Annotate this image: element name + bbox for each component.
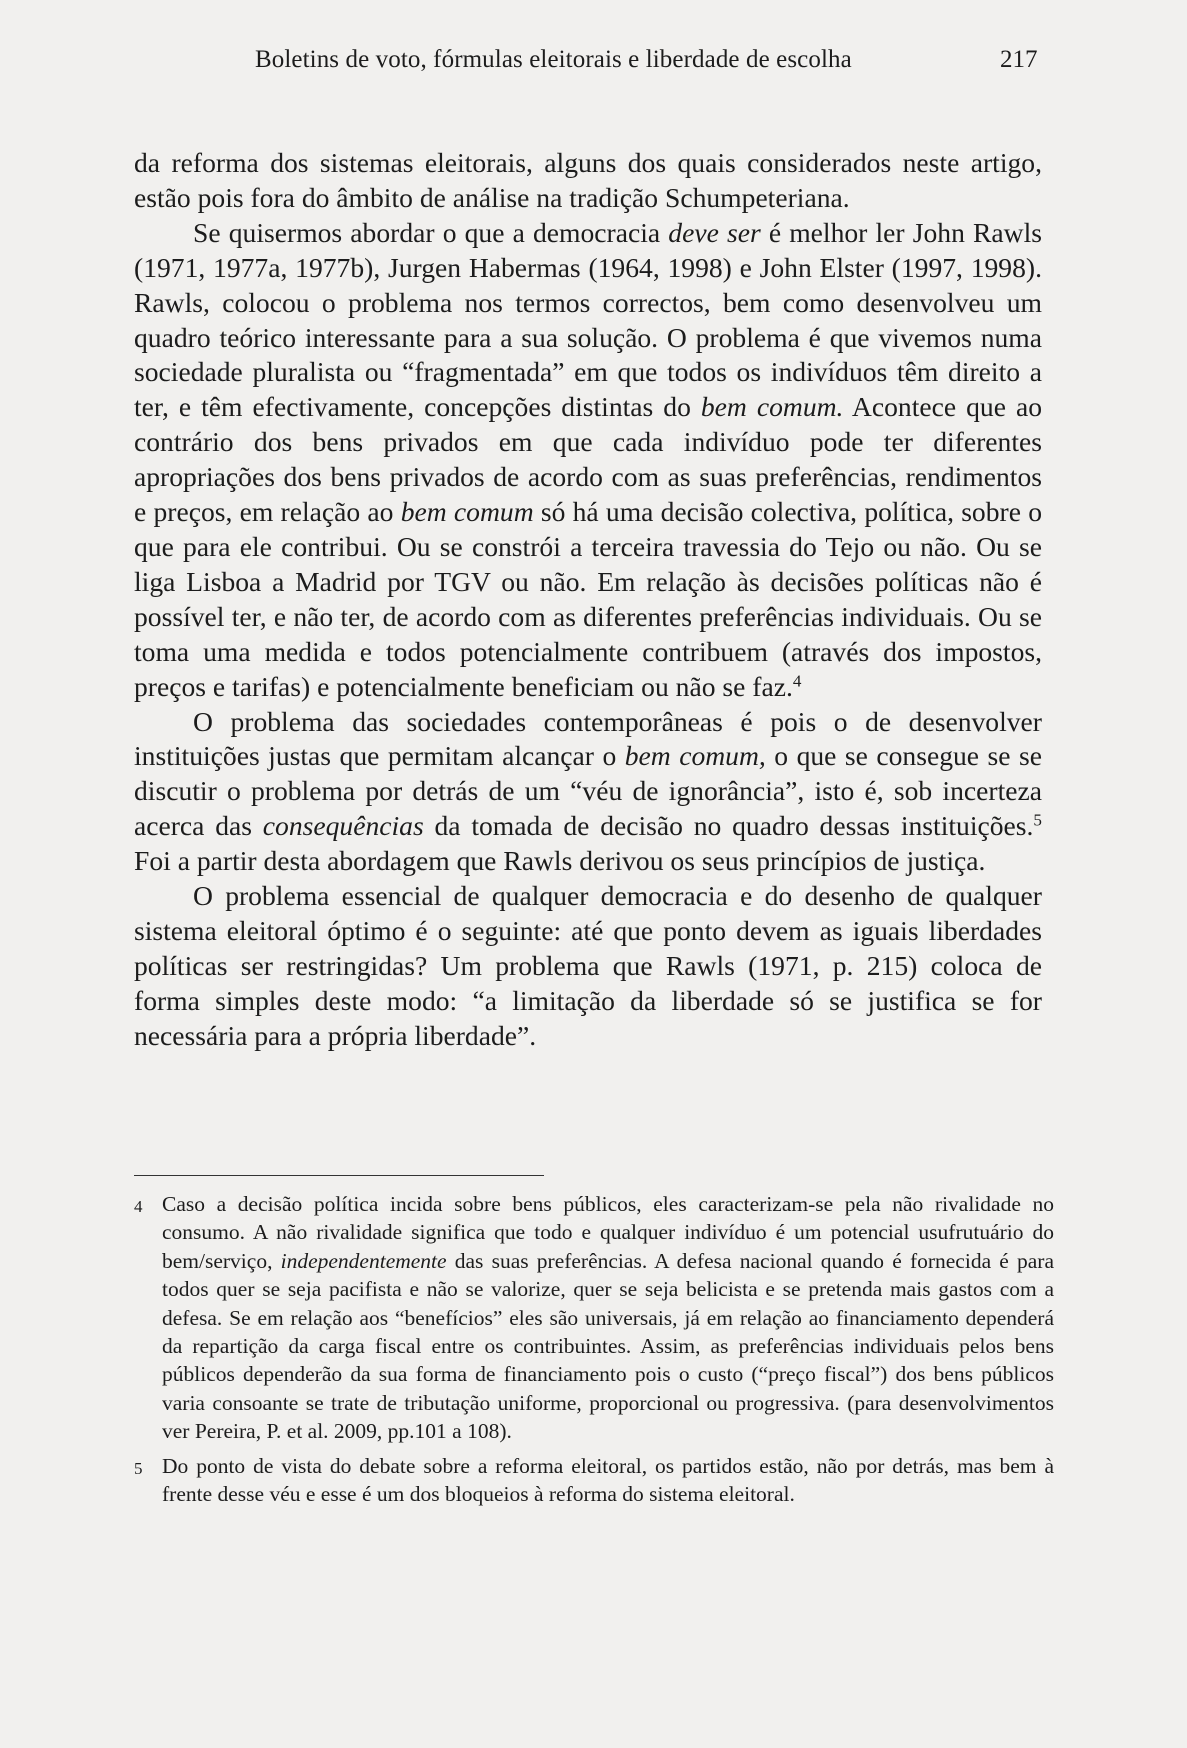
footnote-4-italic: independentemente	[280, 1248, 447, 1273]
body-text	[134, 146, 1042, 1054]
footnote-4	[134, 1190, 1054, 1446]
paragraph-4	[134, 879, 1042, 1054]
paragraph-2	[134, 216, 1042, 705]
footnote-4-text	[162, 1190, 1054, 1446]
footnote-4-number: 4	[134, 1197, 143, 1216]
paragraph-3-italic-consequencias: consequências	[262, 810, 424, 842]
page-number: 217	[1000, 46, 1038, 73]
paragraph-3-text-c: da tomada de decisão no quadro dessas instituições.	[423, 810, 1034, 842]
paragraph-2-text-b: é melhor ler John Rawls (1971, 1977a, 1977b), Jurgen Habermas (1964, 1998) e John Elster (1997, 1998). Rawls, colocou o problema nos termos correctos, bem como desenvolveu um quadro teórico interessante para a sua solução. O problema é que vivemos numa sociedade pluralista ou “fragmentada” em que todos os indivíduos têm direito a ter, e têm efectivamente, concepções distintas do	[134, 216, 1042, 423]
paragraph-2-text-c: Acontece que ao contrário dos bens privados em que cada indivíduo pode ter diferentes apropriações dos bens privados de acordo com as suas preferências, rendimentos e preços, em relação ao	[134, 391, 1042, 528]
paragraph-3-text-a: O problema das sociedades contemporâneas é pois o de desenvolver instituições justas que permitam alcançar o	[134, 705, 1042, 772]
footnote-ref-4[interactable]: 4	[792, 671, 802, 691]
footnote-4-text-b: das suas preferências. A defesa nacional quando é fornecida é para todos quer se seja pacifista e não se valorize, quer se seja belicista e se pretenda mais gastos com a defesa. Se em relação aos “benefícios” eles são universais, já em relação ao financiamento dependerá da repartição da carga fiscal entre os contribuintes. Assim, as preferências individuais pelos bens públicos dependerão da sua forma de financiamento pois o custo (“preço fiscal”) dos bens públicos varia consoante se trate de tributação uniforme, proporcional ou progressiva. (para desenvolvimentos ver Pereira, P. et al. 2009, pp.101 a 108).	[162, 1248, 1054, 1444]
running-head	[0, 46, 1187, 86]
paragraph-4-text: O problema essencial de qualquer democracia e do desenho de qualquer sistema eleitoral óptimo é o seguinte: até que ponto devem as iguais liberdades políticas ser restringidas? Um problema que Rawls (1971, p. 215) coloca de forma simples deste modo: “a limitação da liberdade só se justifica se for necessária para a própria liberdade”.	[134, 880, 1042, 1051]
running-title: Boletins de voto, fórmulas eleitorais e liberdade de escolha	[255, 46, 852, 73]
paragraph-3-text-d: Foi a partir desta abordagem que Rawls derivou os seus princípios de justiça.	[134, 845, 986, 877]
footnote-5-text: Do ponto de vista do debate sobre a reforma eleitoral, os partidos estão, não por detrás, mas bem à frente desse véu e esse é um dos bloqueios à reforma do sistema eleitoral.	[162, 1453, 1054, 1507]
footnote-4-text-a: Caso a decisão política incida sobre bens públicos, eles caracterizam-se pela não rivalidade no consumo. A não rivalidade significa que todo e qualquer indivíduo é um potencial usufrutuário do bem/serviço,	[162, 1192, 1054, 1273]
paragraph-3-text-b: o que se consegue se se discutir o problema por detrás de um “véu de ignorância”, isto é, sob incerteza acerca das	[134, 740, 1043, 842]
paragraph-3	[134, 705, 1042, 880]
footnote-5-number: 5	[134, 1458, 143, 1478]
footnotes	[134, 1190, 1054, 1514]
paragraph-1	[134, 146, 1042, 216]
paragraph-2-italic-bem-comum-2: bem comum	[400, 496, 534, 528]
paragraph-2-italic-bem-comum-1: bem comum.	[700, 391, 844, 423]
paragraph-2-italic-deve-ser: deve ser	[668, 216, 761, 248]
paragraph-1-text: da reforma dos sistemas eleitorais, alguns dos quais considerados neste artigo, estão pois fora do âmbito de análise na tradição Schumpeteriana.	[134, 147, 1042, 213]
footnote-ref-5[interactable]: 5	[1033, 810, 1042, 830]
paragraph-2-text-a: Se quisermos abordar o que a democracia	[193, 216, 669, 248]
footnote-5	[134, 1452, 1054, 1509]
footnote-divider	[134, 1175, 544, 1176]
paragraph-3-italic-bem-comum: bem comum,	[624, 740, 766, 772]
paragraph-2-text-d: só há uma decisão colectiva, política, sobre o que para ele contribui. Ou se constrói a terceira travessia do Tejo ou não. Ou se liga Lisboa a Madrid por TGV ou não. Em relação às decisões políticas não é possível ter, e não ter, de acordo com as diferentes preferências individuais. Ou se toma uma medida e todos potencialmente contribuem (através dos impostos, preços e tarifas) e potencialmente beneficiam ou não se faz.	[134, 496, 1042, 702]
